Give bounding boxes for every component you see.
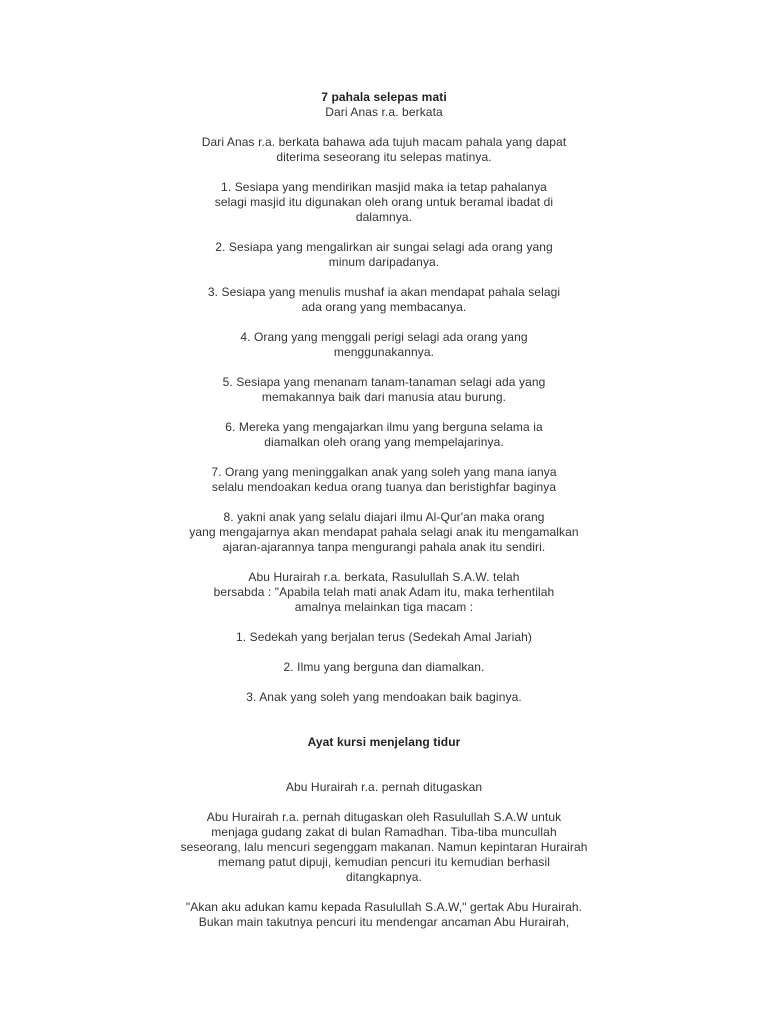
title-text: Ayat kursi menjelang tidur bbox=[307, 735, 461, 749]
list-item bbox=[150, 465, 618, 495]
intro-paragraph bbox=[150, 135, 618, 165]
text-line: 6. Mereka yang mengajarkan ilmu yang berguna selama ia bbox=[225, 420, 543, 434]
text-line: memang patut dipuji, kemudian pencuri itu kemudian berhasil bbox=[217, 855, 551, 869]
spacer bbox=[150, 885, 618, 900]
text-line: Abu Hurairah r.a. berkata, Rasulullah S.A.W. telah bbox=[248, 570, 520, 584]
text-line: 1. Sesiapa yang mendirikan masjid maka ia tetap pahalanya bbox=[221, 180, 547, 194]
text-line: diamalkan oleh orang yang mempelajarinya. bbox=[264, 435, 504, 449]
text-line: "Akan aku adukan kamu kepada Rasulullah S.A.W," gertak Abu Hurairah. bbox=[185, 900, 583, 914]
spacer bbox=[150, 555, 618, 570]
story-paragraph bbox=[150, 810, 618, 885]
text-line: ada orang yang membacanya. bbox=[301, 300, 467, 314]
text-line: minum daripadanya. bbox=[328, 255, 440, 269]
list-item bbox=[150, 330, 618, 360]
text-line: menggunakannya. bbox=[333, 345, 435, 359]
text-line: 2. Sesiapa yang mengalirkan air sungai selagi ada orang yang bbox=[215, 240, 553, 254]
text-line: selagi masjid itu digunakan oleh orang untuk beramal ibadat di bbox=[214, 195, 554, 209]
text-line: Dari Anas r.a. berkata bahawa ada tujuh macam pahala yang dapat bbox=[201, 135, 567, 149]
text-line: 3. Anak yang soleh yang mendoakan baik baginya. bbox=[246, 690, 522, 704]
text-line: Bukan main takutnya pencuri itu mendengar ancaman Abu Hurairah, bbox=[198, 915, 570, 929]
list-item bbox=[150, 375, 618, 405]
spacer bbox=[150, 315, 618, 330]
text-line: menjaga gudang zakat di bulan Ramadhan. Tiba-tiba muncullah bbox=[211, 825, 557, 839]
subtitle-text: Abu Hurairah r.a. pernah ditugaskan bbox=[285, 780, 483, 794]
text-line: 7. Orang yang meninggalkan anak yang soleh yang mana ianya bbox=[211, 465, 557, 479]
list-item bbox=[150, 240, 618, 270]
text-line: amalnya melainkan tiga macam : bbox=[294, 600, 474, 614]
text-line: 4. Orang yang menggali perigi selagi ada orang yang bbox=[240, 330, 528, 344]
spacer bbox=[150, 705, 618, 735]
list-item bbox=[150, 630, 618, 645]
section-title-pahala bbox=[150, 90, 618, 105]
list-item bbox=[150, 420, 618, 450]
title-text: 7 pahala selepas mati bbox=[321, 90, 447, 104]
spacer bbox=[150, 645, 618, 660]
list-item bbox=[150, 285, 618, 315]
text-line: 8. yakni anak yang selalu diajari ilmu Al-Qur'an maka orang bbox=[223, 510, 545, 524]
text-line: memakannya baik dari manusia atau burung. bbox=[261, 390, 507, 404]
section-subtitle-anas bbox=[150, 105, 618, 120]
text-line: 3. Sesiapa yang menulis mushaf ia akan mendapat pahala selagi bbox=[207, 285, 561, 299]
spacer bbox=[150, 225, 618, 240]
text-line: dalamnya. bbox=[355, 210, 413, 224]
subtitle-text: Dari Anas r.a. berkata bbox=[325, 105, 443, 119]
story-paragraph bbox=[150, 900, 618, 930]
list-item bbox=[150, 510, 618, 555]
spacer bbox=[150, 675, 618, 690]
spacer bbox=[150, 615, 618, 630]
spacer bbox=[150, 450, 618, 465]
spacer bbox=[150, 165, 618, 180]
text-line: diterima seseorang itu selepas matinya. bbox=[276, 150, 492, 164]
text-line: bersabda : "Apabila telah mati anak Adam itu, maka terhentilah bbox=[213, 585, 555, 599]
text-line: seseorang, lalu mencuri segenggam makanan. Namun kepintaran Hurairah bbox=[180, 840, 588, 854]
text-line: 5. Sesiapa yang menanam tanam-tanaman selagi ada yang bbox=[222, 375, 546, 389]
hadith-paragraph bbox=[150, 570, 618, 615]
list-item bbox=[150, 660, 618, 675]
section-subtitle-abu-hurairah bbox=[150, 780, 618, 795]
section-title-ayat-kursi bbox=[150, 735, 618, 750]
list-item bbox=[150, 180, 618, 225]
text-line: 2. Ilmu yang berguna dan diamalkan. bbox=[283, 660, 485, 674]
spacer bbox=[150, 750, 618, 780]
spacer bbox=[150, 360, 618, 375]
spacer bbox=[150, 495, 618, 510]
text-line: yang mengajarnya akan mendapat pahala selagi anak itu mengamalkan bbox=[189, 525, 579, 539]
spacer bbox=[150, 270, 618, 285]
spacer bbox=[150, 795, 618, 810]
text-line: ditangkapnya. bbox=[345, 870, 423, 884]
text-line: selalu mendoakan kedua orang tuanya dan beristighfar baginya bbox=[211, 480, 557, 494]
text-line: Abu Hurairah r.a. pernah ditugaskan oleh Rasulullah S.A.W untuk bbox=[206, 810, 562, 824]
spacer bbox=[150, 405, 618, 420]
text-line: ajaran-ajarannya tanpa mengurangi pahala anak itu sendiri. bbox=[222, 540, 546, 554]
spacer bbox=[150, 120, 618, 135]
list-item bbox=[150, 690, 618, 705]
document-body bbox=[150, 90, 618, 930]
text-line: 1. Sedekah yang berjalan terus (Sedekah Amal Jariah) bbox=[235, 630, 533, 644]
